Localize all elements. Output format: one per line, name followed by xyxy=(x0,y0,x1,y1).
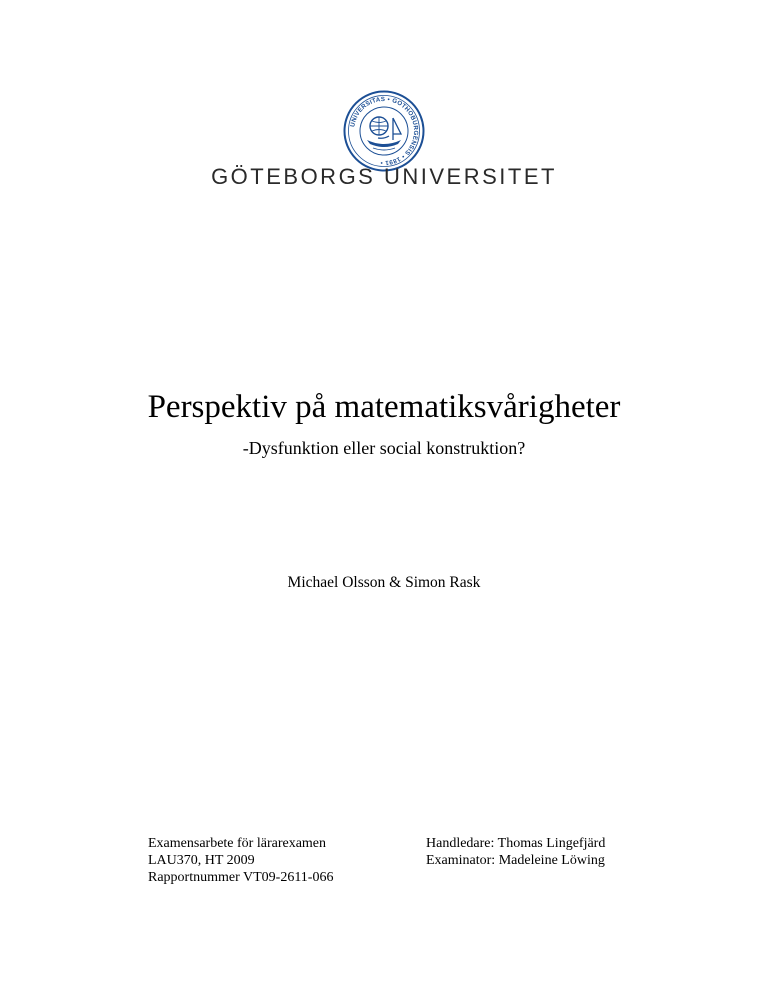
footer-line-thesis-type: Examensarbete för lärarexamen xyxy=(148,836,327,851)
document-title: Perspektiv på matematiksvårigheter xyxy=(147,389,621,425)
seal-text: UNIVERSITAS • GOTHOBURGENSIS • 1891 • xyxy=(349,95,420,167)
university-name: GÖTEBORGS UNIVERSITET xyxy=(211,164,557,189)
footer-right-block xyxy=(426,835,605,869)
footer-line-course: LAU370, HT 2009 xyxy=(148,853,255,868)
footer-line-report-number: Rapportnummer VT09-2611-066 xyxy=(148,870,334,885)
author-names: Michael Olsson & Simon Rask xyxy=(287,574,481,591)
footer-line-supervisor: Handledare: Thomas Lingefjärd xyxy=(426,836,606,851)
document-subtitle: -Dysfunktion eller social konstruktion? xyxy=(242,438,526,458)
footer-left-block xyxy=(148,835,333,886)
university-seal-icon xyxy=(343,90,425,172)
footer-line-examiner: Examinator: Madeleine Löwing xyxy=(426,853,605,868)
